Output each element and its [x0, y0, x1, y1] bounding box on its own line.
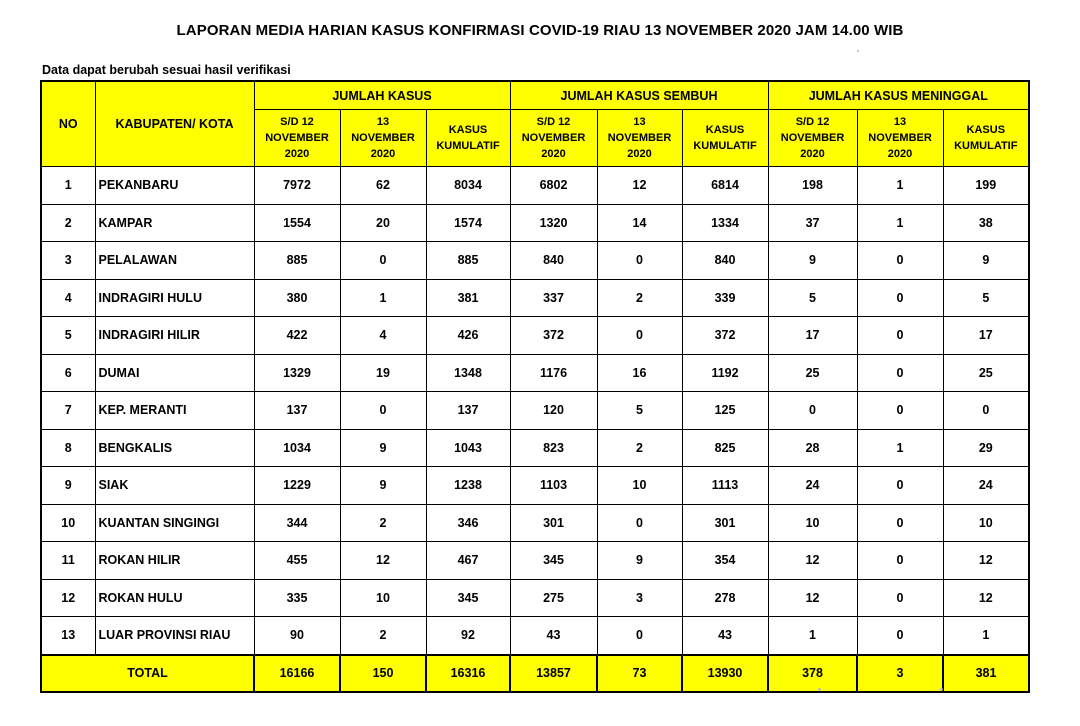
value-cell: 339	[682, 279, 768, 317]
value-cell: 25	[768, 354, 857, 392]
value-cell: 823	[510, 429, 597, 467]
total-value-cell: 73	[597, 655, 682, 692]
header-line: NOVEMBER	[868, 132, 932, 144]
header-line: NOVEMBER	[521, 132, 586, 144]
scan-speck	[857, 50, 859, 52]
value-cell: 275	[510, 579, 597, 617]
header-line: 13	[893, 116, 907, 128]
value-cell: 345	[510, 542, 597, 580]
value-cell: 1	[943, 617, 1029, 655]
total-value-cell: 16166	[254, 655, 340, 692]
value-cell: 37	[768, 204, 857, 242]
table-row	[41, 467, 1029, 505]
value-cell: 422	[254, 317, 340, 355]
value-cell: 1	[340, 279, 426, 317]
table-row	[41, 279, 1029, 317]
header-line: S/D 12	[795, 116, 830, 128]
total-row	[41, 655, 1029, 692]
total-value-cell: 16316	[426, 655, 510, 692]
value-cell: 372	[682, 317, 768, 355]
value-cell: 198	[768, 167, 857, 205]
region-name: LUAR PROVINSI RIAU	[95, 617, 254, 655]
value-cell: 337	[510, 279, 597, 317]
table-row	[41, 354, 1029, 392]
table-row	[41, 204, 1029, 242]
table-row	[41, 579, 1029, 617]
covid-cases-table	[40, 80, 1030, 693]
value-cell: 0	[597, 317, 682, 355]
value-cell: 885	[426, 242, 510, 280]
value-cell: 4	[340, 317, 426, 355]
value-cell: 120	[510, 392, 597, 430]
region-name: PEKANBARU	[95, 167, 254, 205]
value-cell: 0	[857, 617, 943, 655]
value-cell: 0	[857, 542, 943, 580]
table-row	[41, 167, 1029, 205]
row-number: 1	[41, 167, 95, 205]
header-group-kasus: JUMLAH KASUS	[254, 81, 510, 110]
value-cell: 12	[943, 542, 1029, 580]
region-name: SIAK	[95, 467, 254, 505]
total-value-cell: 13930	[682, 655, 768, 692]
header-line: 2020	[284, 148, 310, 160]
value-cell: 467	[426, 542, 510, 580]
header-line: 2020	[800, 148, 825, 160]
header-kabupaten: KABUPATEN/ KOTA	[95, 81, 254, 167]
table-row	[41, 504, 1029, 542]
value-cell: 38	[943, 204, 1029, 242]
value-cell: 278	[682, 579, 768, 617]
value-cell: 10	[340, 579, 426, 617]
value-cell: 12	[943, 579, 1029, 617]
value-cell: 5	[768, 279, 857, 317]
header-line: KUMULATIF	[693, 140, 757, 152]
header-line: KASUS	[705, 124, 745, 136]
row-number: 7	[41, 392, 95, 430]
value-cell: 1043	[426, 429, 510, 467]
header-line: NOVEMBER	[265, 132, 329, 144]
value-cell: 0	[857, 279, 943, 317]
value-cell: 1	[857, 167, 943, 205]
header-line: NOVEMBER	[780, 132, 845, 144]
value-cell: 0	[857, 504, 943, 542]
value-cell: 840	[510, 242, 597, 280]
report-title: LAPORAN MEDIA HARIAN KASUS KONFIRMASI COVID-19 RIAU 13 NOVEMBER 2020 JAM 14.00 WIB	[176, 22, 904, 39]
header-13-november	[857, 110, 943, 167]
value-cell: 1192	[682, 354, 768, 392]
header-line: KASUS	[448, 124, 488, 136]
value-cell: 1	[857, 429, 943, 467]
value-cell: 345	[426, 579, 510, 617]
header-group-meninggal: JUMLAH KASUS MENINGGAL	[768, 81, 1029, 110]
value-cell: 43	[510, 617, 597, 655]
header-13-november	[597, 110, 682, 167]
value-cell: 7972	[254, 167, 340, 205]
header-kasus-kumulatif	[682, 110, 768, 167]
value-cell: 8034	[426, 167, 510, 205]
value-cell: 5	[597, 392, 682, 430]
value-cell: 1176	[510, 354, 597, 392]
value-cell: 12	[340, 542, 426, 580]
row-number: 8	[41, 429, 95, 467]
header-sd12-november	[768, 110, 857, 167]
header-line: KASUS	[966, 124, 1006, 136]
verification-note: Data dapat berubah sesuai hasil verifikasi	[42, 63, 291, 77]
value-cell: 1574	[426, 204, 510, 242]
region-name: DUMAI	[95, 354, 254, 392]
value-cell: 16	[597, 354, 682, 392]
table-row	[41, 542, 1029, 580]
value-cell: 0	[857, 354, 943, 392]
value-cell: 1103	[510, 467, 597, 505]
value-cell: 24	[943, 467, 1029, 505]
value-cell: 344	[254, 504, 340, 542]
header-line: 2020	[541, 148, 566, 160]
total-value-cell: 381	[943, 655, 1029, 692]
total-value-cell: 13857	[510, 655, 597, 692]
value-cell: 5	[943, 279, 1029, 317]
value-cell: 1113	[682, 467, 768, 505]
value-cell: 0	[768, 392, 857, 430]
header-line: NOVEMBER	[351, 132, 415, 144]
value-cell: 346	[426, 504, 510, 542]
value-cell: 1554	[254, 204, 340, 242]
region-name: KUANTAN SINGINGI	[95, 504, 254, 542]
value-cell: 1	[768, 617, 857, 655]
region-name: BENGKALIS	[95, 429, 254, 467]
header-line: 2020	[627, 148, 652, 160]
value-cell: 1334	[682, 204, 768, 242]
value-cell: 17	[943, 317, 1029, 355]
header-kasus-kumulatif	[426, 110, 510, 167]
total-value-cell: 3	[857, 655, 943, 692]
value-cell: 0	[597, 242, 682, 280]
value-cell: 455	[254, 542, 340, 580]
value-cell: 0	[857, 242, 943, 280]
value-cell: 9	[943, 242, 1029, 280]
value-cell: 90	[254, 617, 340, 655]
row-number: 13	[41, 617, 95, 655]
scan-speck	[818, 688, 821, 691]
header-line: S/D 12	[280, 116, 314, 128]
value-cell: 9	[340, 467, 426, 505]
value-cell: 9	[597, 542, 682, 580]
header-kasus-kumulatif	[943, 110, 1029, 167]
value-cell: 380	[254, 279, 340, 317]
value-cell: 840	[682, 242, 768, 280]
value-cell: 12	[768, 579, 857, 617]
value-cell: 14	[597, 204, 682, 242]
row-number: 6	[41, 354, 95, 392]
value-cell: 1320	[510, 204, 597, 242]
region-name: PELALAWAN	[95, 242, 254, 280]
value-cell: 0	[943, 392, 1029, 430]
value-cell: 9	[768, 242, 857, 280]
value-cell: 2	[340, 504, 426, 542]
value-cell: 199	[943, 167, 1029, 205]
value-cell: 2	[597, 279, 682, 317]
value-cell: 137	[426, 392, 510, 430]
value-cell: 0	[340, 392, 426, 430]
header-line: KUMULATIF	[954, 140, 1018, 152]
table-row	[41, 392, 1029, 430]
row-number: 3	[41, 242, 95, 280]
value-cell: 137	[254, 392, 340, 430]
value-cell: 28	[768, 429, 857, 467]
row-number: 11	[41, 542, 95, 580]
total-label: TOTAL	[41, 655, 254, 692]
row-number: 4	[41, 279, 95, 317]
table-row	[41, 429, 1029, 467]
value-cell: 354	[682, 542, 768, 580]
header-line: KUMULATIF	[436, 140, 500, 152]
row-number: 2	[41, 204, 95, 242]
table-row	[41, 617, 1029, 655]
value-cell: 426	[426, 317, 510, 355]
value-cell: 62	[340, 167, 426, 205]
value-cell: 0	[857, 579, 943, 617]
value-cell: 20	[340, 204, 426, 242]
value-cell: 9	[340, 429, 426, 467]
value-cell: 885	[254, 242, 340, 280]
value-cell: 29	[943, 429, 1029, 467]
header-group-sembuh: JUMLAH KASUS SEMBUH	[510, 81, 768, 110]
row-number: 10	[41, 504, 95, 542]
value-cell: 92	[426, 617, 510, 655]
value-cell: 1348	[426, 354, 510, 392]
value-cell: 10	[768, 504, 857, 542]
value-cell: 1	[857, 204, 943, 242]
value-cell: 12	[597, 167, 682, 205]
value-cell: 6802	[510, 167, 597, 205]
header-no: NO	[41, 81, 95, 167]
value-cell: 1034	[254, 429, 340, 467]
table-body	[41, 167, 1029, 692]
value-cell: 10	[943, 504, 1029, 542]
row-number: 5	[41, 317, 95, 355]
header-line: 2020	[887, 148, 913, 160]
header-13-november	[340, 110, 426, 167]
value-cell: 1238	[426, 467, 510, 505]
value-cell: 825	[682, 429, 768, 467]
value-cell: 335	[254, 579, 340, 617]
value-cell: 12	[768, 542, 857, 580]
value-cell: 0	[857, 467, 943, 505]
value-cell: 2	[340, 617, 426, 655]
header-line: 2020	[370, 148, 396, 160]
region-name: KAMPAR	[95, 204, 254, 242]
scan-speck	[940, 688, 943, 691]
table-row	[41, 242, 1029, 280]
header-line: S/D 12	[536, 116, 571, 128]
header-sd12-november	[510, 110, 597, 167]
value-cell: 381	[426, 279, 510, 317]
value-cell: 17	[768, 317, 857, 355]
value-cell: 1329	[254, 354, 340, 392]
value-cell: 43	[682, 617, 768, 655]
value-cell: 0	[597, 617, 682, 655]
table-row	[41, 317, 1029, 355]
region-name: INDRAGIRI HULU	[95, 279, 254, 317]
value-cell: 0	[597, 504, 682, 542]
header-sd12-november	[254, 110, 340, 167]
value-cell: 6814	[682, 167, 768, 205]
header-line: 13	[376, 116, 390, 128]
header-line: 13	[633, 116, 646, 128]
value-cell: 2	[597, 429, 682, 467]
region-name: ROKAN HULU	[95, 579, 254, 617]
value-cell: 372	[510, 317, 597, 355]
region-name: KEP. MERANTI	[95, 392, 254, 430]
row-number: 12	[41, 579, 95, 617]
region-name: ROKAN HILIR	[95, 542, 254, 580]
value-cell: 0	[857, 317, 943, 355]
value-cell: 301	[682, 504, 768, 542]
value-cell: 19	[340, 354, 426, 392]
value-cell: 0	[340, 242, 426, 280]
header-line: NOVEMBER	[607, 132, 672, 144]
value-cell: 1229	[254, 467, 340, 505]
row-number: 9	[41, 467, 95, 505]
value-cell: 24	[768, 467, 857, 505]
value-cell: 3	[597, 579, 682, 617]
value-cell: 301	[510, 504, 597, 542]
value-cell: 125	[682, 392, 768, 430]
value-cell: 25	[943, 354, 1029, 392]
value-cell: 0	[857, 392, 943, 430]
total-value-cell: 378	[768, 655, 857, 692]
region-name: INDRAGIRI HILIR	[95, 317, 254, 355]
value-cell: 10	[597, 467, 682, 505]
total-value-cell: 150	[340, 655, 426, 692]
